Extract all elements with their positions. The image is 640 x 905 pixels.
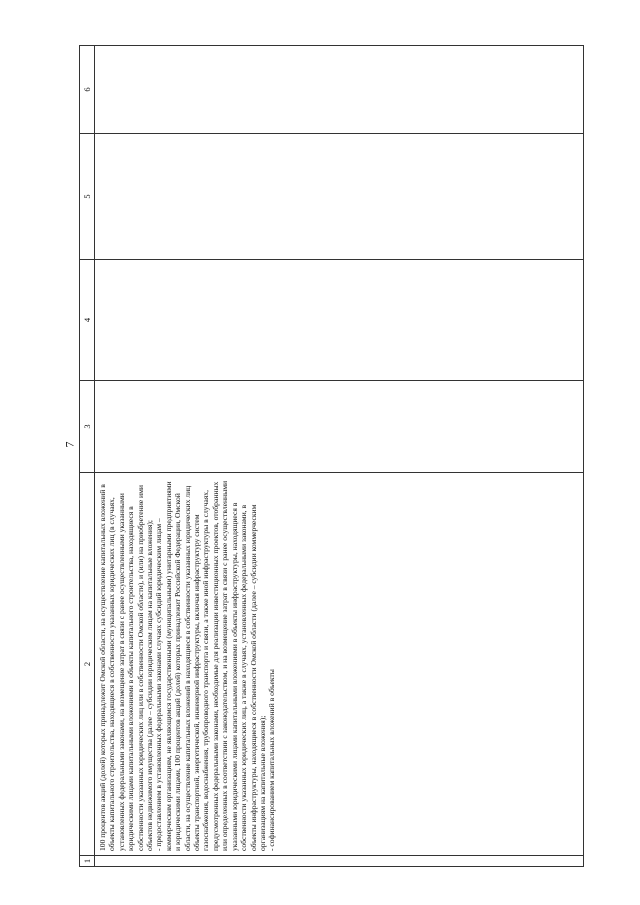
table-header-row	[80, 46, 95, 867]
document-table-wrapper	[79, 52, 584, 867]
cell-col-2	[95, 473, 584, 856]
header-col-1: 1	[80, 856, 95, 867]
header-col-2: 2	[80, 473, 95, 856]
table-row	[95, 46, 584, 867]
cell-col-6	[95, 46, 584, 134]
header-col-6: 6	[80, 46, 95, 134]
cell-col-1	[95, 856, 584, 867]
cell-col-2-text: 100 процентов акций (долей) которых принадлежит Омской области, на осуществление капитальных вложений в объекты капитального строительства, находящиеся в собственности указанных юридических лиц (в случаях, установленных федеральными законами, на возмещение затрат в связи с ранее осуществленными указанными юридическими лицами капитальными вложениями в объекты капитального строительства, находящиеся в собственности указанных юридических лиц или в собственности Омской области), и (или) на приобретение ими объектов недвижимого имущества (далее – субсидии юридическим лицам на капитальные вложения); - предоставлением в установленных федеральными законами случаях субсидий юридическим лицам – коммерческим организациям, не являющимся государственными (муниципальными) унитарными предприятиями и юридическими лицами, 100 процентов акций (долей) которых принадлежит Российской Федерации, Омской области, на осуществление капитальных вложений в находящиеся в собственности указанных юридических лиц объекты транспортной, энергетической, инженерной инфраструктуры, включая инфраструктуру систем газоснабжения, водоснабжения, трубопроводного транспорта и связи, а также иной инфраструктуры в случаях, предусмотренных федеральными законами, необходимые для реализации инвестиционных проектов, отобранных или определенных в соответствии с законодательством, и на возмещение затрат в связи с ранее осуществленными указанными юридическими лицами капитальными вложениями в объекты инфраструктуры, находящиеся в собственности указанных юридических лиц, а также в случаях, установленных федеральными законами, в объекты инфраструктуры, находящиеся в собственности Омской области (далее – субсидии коммерческим организациям на капитальные вложения); - софинансированием капитальных вложений в объекты	[98, 480, 277, 851]
header-col-3: 3	[80, 381, 95, 473]
cell-col-5	[95, 134, 584, 260]
cell-col-3	[95, 381, 584, 473]
header-col-4: 4	[80, 260, 95, 381]
cell-col-4	[95, 260, 584, 381]
document-table	[79, 45, 584, 867]
page-number: 7	[62, 441, 77, 448]
header-col-5: 5	[80, 134, 95, 260]
